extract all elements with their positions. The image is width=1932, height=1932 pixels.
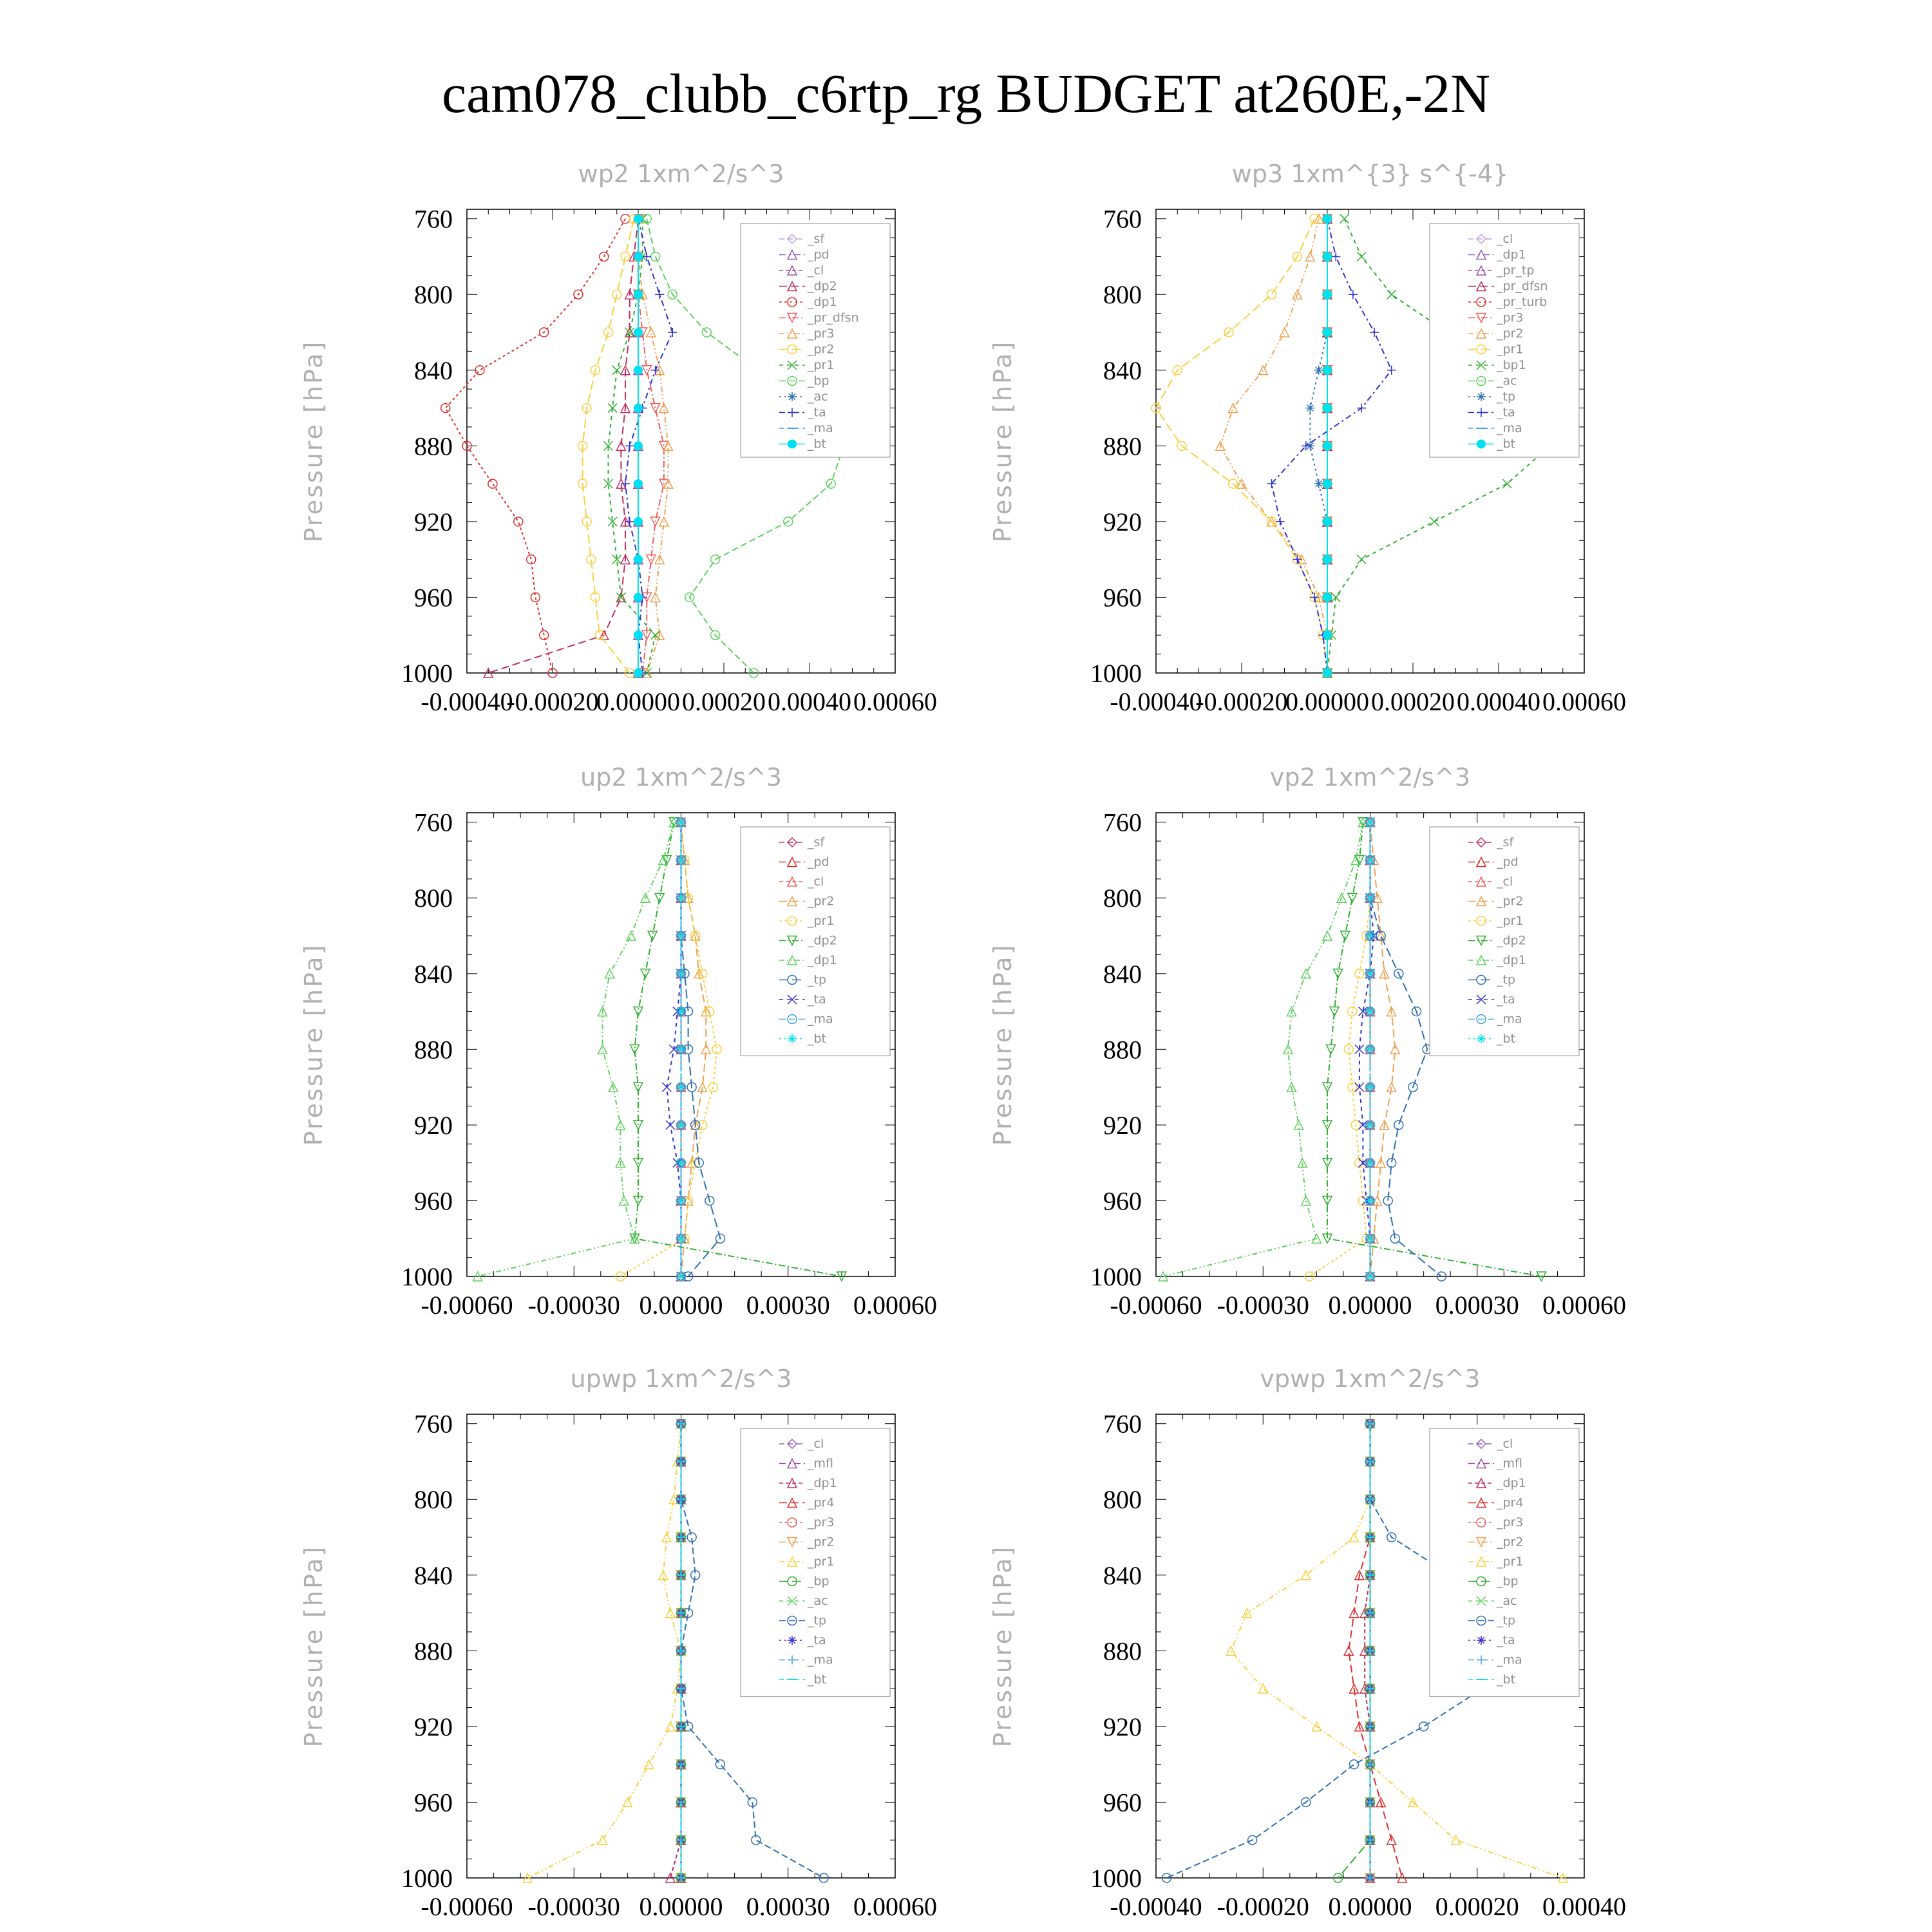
series-line: [620, 822, 717, 1276]
x-tick-label: 0.00060: [853, 1291, 937, 1320]
page-title: cam078_clubb_c6rtp_rg BUDGET at260E,-2N: [441, 62, 1491, 124]
legend-marker: [788, 1636, 797, 1645]
series-pr1: [1305, 818, 1374, 1281]
legend-marker: [1477, 440, 1486, 449]
legend-label: _sf: [808, 232, 825, 246]
data-point: [616, 1121, 625, 1130]
y-tick-label: 880: [414, 1636, 453, 1666]
legend-label: _pd: [808, 247, 829, 262]
series-line: [488, 219, 638, 673]
legend-label: _ma: [808, 1653, 833, 1667]
legend-label: _sf: [1497, 835, 1514, 849]
data-point: [651, 404, 660, 413]
series-dp1: [473, 818, 679, 1281]
legend-label: _pr2: [808, 894, 835, 909]
legend-label: _tp: [808, 972, 827, 987]
data-point: [634, 404, 643, 413]
data-point: [598, 1835, 607, 1844]
data-point: [1502, 479, 1511, 488]
legend-label: _bp1: [1497, 358, 1526, 372]
data-point: [1366, 893, 1375, 902]
data-point: [1226, 1646, 1235, 1655]
data-point: [677, 1159, 686, 1168]
panel-title: wp2 1xm^2/s^3: [578, 160, 784, 188]
data-point: [677, 818, 686, 827]
data-point: [1323, 931, 1332, 940]
panel-3: [299, 763, 937, 1320]
data-point: [634, 290, 643, 299]
y-tick-label: 880: [1103, 1035, 1142, 1065]
y-tick-label: 840: [1103, 1560, 1142, 1590]
x-tick-label: -0.00060: [421, 1291, 513, 1320]
series-pr1: [616, 818, 721, 1281]
legend-label: _pr2: [1497, 327, 1524, 341]
legend-label: _pd: [1497, 855, 1519, 869]
y-tick-label: 960: [414, 1788, 453, 1817]
legend-label: _pr2: [808, 1535, 835, 1549]
data-point: [1323, 252, 1332, 261]
y-tick-label: 1000: [1090, 1864, 1142, 1893]
series-line: [478, 822, 674, 1276]
y-tick-label: 920: [1103, 1110, 1142, 1140]
y-tick-label: 960: [414, 583, 453, 612]
legend-label: _pr_dfsn: [1497, 279, 1548, 294]
data-point: [1280, 328, 1289, 337]
x-tick-label: -0.00040: [421, 687, 513, 716]
data-point: [677, 931, 686, 940]
data-point: [677, 1007, 686, 1016]
legend-label: _dp1: [1497, 247, 1526, 262]
y-tick-label: 800: [414, 884, 453, 913]
panel-1: [299, 160, 937, 716]
legend: [741, 1428, 890, 1697]
y-tick-label: 760: [1103, 204, 1142, 234]
data-point: [1323, 328, 1332, 337]
data-point: [1323, 555, 1332, 564]
legend: [1430, 827, 1579, 1056]
data-point: [1366, 1045, 1375, 1054]
data-point: [1366, 1007, 1375, 1016]
legend-label: _ma: [808, 1012, 833, 1027]
data-point: [634, 555, 643, 564]
legend-label: _pr1: [808, 914, 835, 928]
x-tick-label: -0.00060: [421, 1892, 513, 1921]
legend-label: _pd: [808, 855, 829, 869]
data-point: [1323, 630, 1332, 639]
data-point: [621, 214, 630, 223]
legend-label: _ta: [808, 1633, 826, 1647]
y-tick-label: 920: [1103, 1712, 1142, 1741]
x-tick-label: -0.00030: [527, 1291, 620, 1320]
legend-label: _pr3: [1497, 310, 1524, 325]
legend-label: _bt: [808, 1032, 827, 1046]
panel-title: vpwp 1xm^2/s^3: [1260, 1365, 1481, 1393]
legend-label: _cl: [808, 263, 824, 278]
legend-label: _tp: [1497, 390, 1516, 404]
x-tick-label: 0.00020: [1371, 687, 1455, 716]
legend-marker: [788, 392, 797, 401]
legend-label: _dp2: [808, 933, 837, 948]
data-point: [677, 893, 686, 902]
y-axis-label: Pressure [hPa]: [989, 339, 1017, 543]
y-tick-label: 840: [1103, 355, 1142, 385]
series-pr4: [1344, 1419, 1406, 1882]
panel-title: upwp 1xm^2/s^3: [570, 1365, 792, 1393]
legend-label: _pr1: [808, 358, 835, 372]
data-point: [677, 1196, 686, 1205]
data-point: [634, 668, 643, 677]
data-point: [666, 1121, 675, 1130]
y-axis-label: Pressure [hPa]: [299, 1544, 328, 1748]
data-point: [642, 214, 651, 223]
x-tick-label: 0.00060: [853, 1892, 937, 1921]
y-tick-label: 920: [414, 507, 453, 536]
y-axis-label: Pressure [hPa]: [299, 943, 328, 1146]
data-point: [1366, 931, 1375, 940]
data-point: [1323, 366, 1332, 375]
series-line: [527, 1424, 681, 1878]
legend-label: _ma: [1497, 1653, 1522, 1667]
legend-label: _bt: [808, 1672, 827, 1687]
y-tick-label: 800: [1103, 1485, 1142, 1515]
data-point: [677, 969, 686, 978]
x-tick-label: -0.00040: [1110, 687, 1202, 716]
data-point: [627, 931, 636, 940]
data-point: [1258, 1684, 1267, 1693]
legend-label: _cl: [1497, 232, 1513, 246]
legend-label: _pr4: [1497, 1495, 1524, 1510]
x-tick-label: 0.00060: [853, 687, 937, 716]
x-tick-label: 0.00000: [1328, 1291, 1412, 1320]
data-point: [1370, 328, 1379, 337]
legend-label: _dp1: [1497, 953, 1526, 967]
legend-label: _dp1: [808, 953, 837, 967]
series-pr1: [523, 1419, 685, 1882]
legend-label: _mfl: [808, 1456, 833, 1471]
legend-label: _bt: [1497, 437, 1516, 451]
x-tick-label: 0.00030: [1435, 1291, 1519, 1320]
x-tick-label: 0.00000: [1328, 1892, 1412, 1921]
legend-label: _pr_turb: [1497, 295, 1548, 309]
data-point: [642, 252, 651, 261]
legend-label: _dp2: [808, 279, 837, 294]
data-point: [677, 855, 686, 864]
legend-label: _pr2: [808, 342, 835, 357]
data-point: [1331, 252, 1340, 261]
x-tick-label: -0.00020: [1195, 687, 1288, 716]
data-point: [1430, 517, 1439, 526]
data-point: [623, 1797, 632, 1806]
x-tick-label: 0.00040: [1457, 687, 1540, 716]
data-point: [1314, 479, 1323, 488]
data-point: [1276, 517, 1285, 526]
legend-marker: [788, 1034, 797, 1043]
data-point: [634, 630, 643, 639]
y-tick-label: 960: [1103, 583, 1142, 612]
legend-label: _cl: [1497, 1437, 1513, 1451]
legend-label: _cl: [808, 875, 824, 889]
legend-label: _pr_dfsn: [808, 310, 859, 325]
y-tick-label: 760: [414, 204, 453, 234]
data-point: [634, 214, 643, 223]
y-tick-label: 1000: [1090, 659, 1142, 688]
data-point: [1366, 855, 1375, 864]
x-tick-label: 0.00000: [639, 1291, 723, 1320]
panel-title: up2 1xm^2/s^3: [580, 763, 782, 791]
x-tick-label: -0.00030: [1217, 1291, 1309, 1320]
series-bt: [1323, 214, 1332, 677]
legend-label: _dp1: [808, 295, 837, 309]
x-tick-label: -0.00020: [1217, 1892, 1309, 1921]
legend-label: _dp2: [1497, 933, 1526, 948]
y-tick-label: 760: [1103, 808, 1142, 837]
data-point: [1323, 479, 1332, 488]
y-tick-label: 840: [1103, 959, 1142, 989]
data-point: [1366, 1196, 1375, 1205]
y-tick-label: 800: [414, 280, 453, 310]
data-point: [1366, 1083, 1375, 1092]
legend-label: _ac: [808, 390, 828, 404]
data-point: [677, 1121, 686, 1130]
legend-label: _cl: [808, 1437, 824, 1451]
x-tick-label: 0.00060: [1542, 687, 1626, 716]
legend-label: _pr1: [1497, 342, 1524, 357]
data-point: [1323, 668, 1332, 677]
legend-label: _pr3: [808, 327, 835, 341]
x-tick-label: 0.00030: [746, 1291, 830, 1320]
legend-label: _tp: [808, 1613, 827, 1628]
x-tick-label: -0.00020: [506, 687, 599, 716]
legend-label: _bt: [1497, 1672, 1516, 1687]
legend-label: _tp: [1497, 972, 1516, 987]
data-point: [1366, 818, 1375, 827]
data-point: [634, 441, 643, 450]
legend-label: _pr2: [1497, 1535, 1524, 1549]
data-point: [1387, 366, 1396, 375]
series-ta: [621, 214, 677, 677]
y-tick-label: 760: [414, 1409, 453, 1439]
legend-label: _ta: [808, 992, 826, 1007]
data-point: [1419, 1722, 1428, 1731]
x-tick-label: 0.00000: [639, 1892, 723, 1921]
y-tick-label: 960: [1103, 1788, 1142, 1817]
y-tick-label: 1000: [1090, 1262, 1142, 1291]
legend: [741, 827, 890, 1056]
data-point: [1357, 555, 1366, 564]
x-tick-label: 0.00060: [1542, 1291, 1626, 1320]
panel-4: [989, 763, 1626, 1320]
data-point: [1366, 1159, 1375, 1168]
data-point: [1357, 252, 1366, 261]
data-point: [677, 1083, 686, 1092]
data-point: [668, 328, 677, 337]
data-point: [1387, 290, 1396, 299]
y-tick-label: 1000: [401, 659, 453, 688]
legend-label: _tp: [1497, 1613, 1516, 1628]
legend: [1430, 1428, 1579, 1697]
data-point: [677, 1234, 686, 1243]
data-point: [1366, 1234, 1375, 1243]
x-tick-label: 0.00040: [1542, 1892, 1626, 1921]
legend-label: _ta: [808, 405, 826, 420]
data-point: [634, 517, 643, 526]
legend-marker: [1477, 1034, 1486, 1043]
y-tick-label: 880: [1103, 431, 1142, 461]
series-dp1: [1159, 818, 1367, 1281]
legend-marker: [1477, 392, 1486, 401]
y-tick-label: 920: [1103, 507, 1142, 536]
data-point: [1366, 1272, 1375, 1281]
series-line: [1309, 822, 1370, 1276]
data-point: [1323, 592, 1332, 601]
data-point: [441, 404, 450, 413]
legend-label: _bp: [808, 1574, 829, 1589]
data-point: [1323, 404, 1332, 413]
panel-5: [299, 1365, 937, 1921]
y-tick-label: 840: [414, 959, 453, 989]
data-point: [1349, 290, 1358, 299]
legend-label: _pr1: [1497, 914, 1524, 928]
panel-title: vp2 1xm^2/s^3: [1269, 763, 1471, 791]
data-point: [598, 1045, 607, 1054]
y-tick-label: 920: [414, 1712, 453, 1741]
data-point: [647, 328, 656, 337]
data-point: [1350, 1760, 1359, 1769]
x-tick-label: 0.00030: [746, 1892, 830, 1921]
legend-label: _bt: [808, 437, 827, 451]
data-point: [1323, 214, 1332, 223]
y-tick-label: 800: [1103, 280, 1142, 310]
y-axis-label: Pressure [hPa]: [989, 1544, 1017, 1748]
y-tick-label: 960: [1103, 1186, 1142, 1216]
y-tick-label: 800: [1103, 884, 1142, 913]
y-tick-label: 840: [414, 355, 453, 385]
legend-label: _pr1: [1497, 1555, 1524, 1569]
x-tick-label: -0.00040: [1110, 1892, 1202, 1921]
legend-label: _cl: [1497, 875, 1513, 889]
data-point: [514, 517, 523, 526]
x-tick-label: 0.00040: [768, 687, 851, 716]
y-tick-label: 760: [414, 808, 453, 837]
legend: [741, 223, 890, 457]
legend-label: _ta: [1497, 992, 1515, 1007]
x-tick-label: -0.00030: [527, 1892, 620, 1921]
legend: [1430, 223, 1579, 457]
legend-marker: [1477, 1636, 1486, 1645]
y-tick-label: 840: [414, 1560, 453, 1590]
data-point: [645, 1760, 654, 1769]
legend-label: _mfl: [1497, 1456, 1522, 1471]
x-tick-label: 0.00020: [1435, 1892, 1519, 1921]
legend-label: _ac: [1497, 374, 1517, 388]
data-point: [625, 441, 634, 450]
y-tick-label: 1000: [401, 1864, 453, 1893]
data-point: [634, 366, 643, 375]
panel-6: [989, 1365, 1626, 1921]
panel-2: [989, 160, 1626, 716]
data-point: [655, 290, 664, 299]
data-point: [1366, 1121, 1375, 1130]
y-tick-label: 760: [1103, 1409, 1142, 1439]
y-tick-label: 880: [1103, 1636, 1142, 1666]
x-tick-label: 0.00000: [596, 687, 680, 716]
data-point: [634, 479, 643, 488]
y-tick-label: 960: [414, 1186, 453, 1216]
y-tick-label: 800: [414, 1485, 453, 1515]
legend-label: _pr1: [808, 1555, 835, 1569]
legend-label: _pr3: [1497, 1515, 1524, 1530]
legend-label: _dp1: [1497, 1476, 1526, 1490]
x-tick-label: 0.00020: [682, 687, 766, 716]
y-tick-label: 920: [414, 1110, 453, 1140]
legend-label: _sf: [808, 835, 825, 849]
legend-label: _pr_tp: [1497, 263, 1535, 278]
data-point: [715, 1760, 724, 1769]
legend-label: _ac: [1497, 1594, 1517, 1608]
legend-label: _bp: [808, 374, 829, 388]
data-point: [1267, 290, 1276, 299]
x-tick-label: 0.00000: [1285, 687, 1369, 716]
data-point: [1229, 404, 1238, 413]
data-point: [605, 969, 614, 978]
legend-label: _ta: [1497, 1633, 1515, 1647]
data-point: [488, 479, 497, 488]
data-point: [1314, 366, 1323, 375]
legend-label: _ma: [1497, 1012, 1522, 1027]
data-point: [1323, 441, 1332, 450]
legend-label: _pr3: [808, 1515, 835, 1530]
data-point: [1323, 517, 1332, 526]
x-tick-label: -0.00060: [1110, 1291, 1202, 1320]
data-point: [634, 592, 643, 601]
legend-label: _pr2: [1497, 894, 1524, 909]
legend-marker: [788, 440, 797, 449]
data-point: [677, 1045, 686, 1054]
legend-label: _bp: [1497, 1574, 1519, 1589]
legend-label: _ma: [808, 421, 833, 435]
data-point: [1366, 969, 1375, 978]
data-point: [1340, 214, 1349, 223]
data-point: [677, 1272, 686, 1281]
y-tick-label: 880: [414, 1035, 453, 1065]
y-axis-label: Pressure [hPa]: [299, 339, 328, 543]
y-tick-label: 1000: [401, 1262, 453, 1291]
data-point: [666, 1722, 675, 1731]
legend-label: _dp1: [808, 1476, 837, 1490]
series-line: [1349, 1424, 1402, 1878]
legend-label: _bt: [1497, 1032, 1516, 1046]
data-point: [1305, 404, 1314, 413]
legend-label: _ac: [808, 1594, 828, 1608]
data-point: [1323, 290, 1332, 299]
legend-label: _pr4: [808, 1495, 835, 1510]
y-axis-label: Pressure [hPa]: [989, 943, 1017, 1146]
data-point: [634, 328, 643, 337]
panel-title: wp3 1xm^{3} s^{-4}: [1231, 160, 1509, 188]
legend-label: _ta: [1497, 405, 1515, 420]
legend-label: _ma: [1497, 421, 1522, 435]
y-tick-label: 880: [414, 431, 453, 461]
data-point: [634, 252, 643, 261]
